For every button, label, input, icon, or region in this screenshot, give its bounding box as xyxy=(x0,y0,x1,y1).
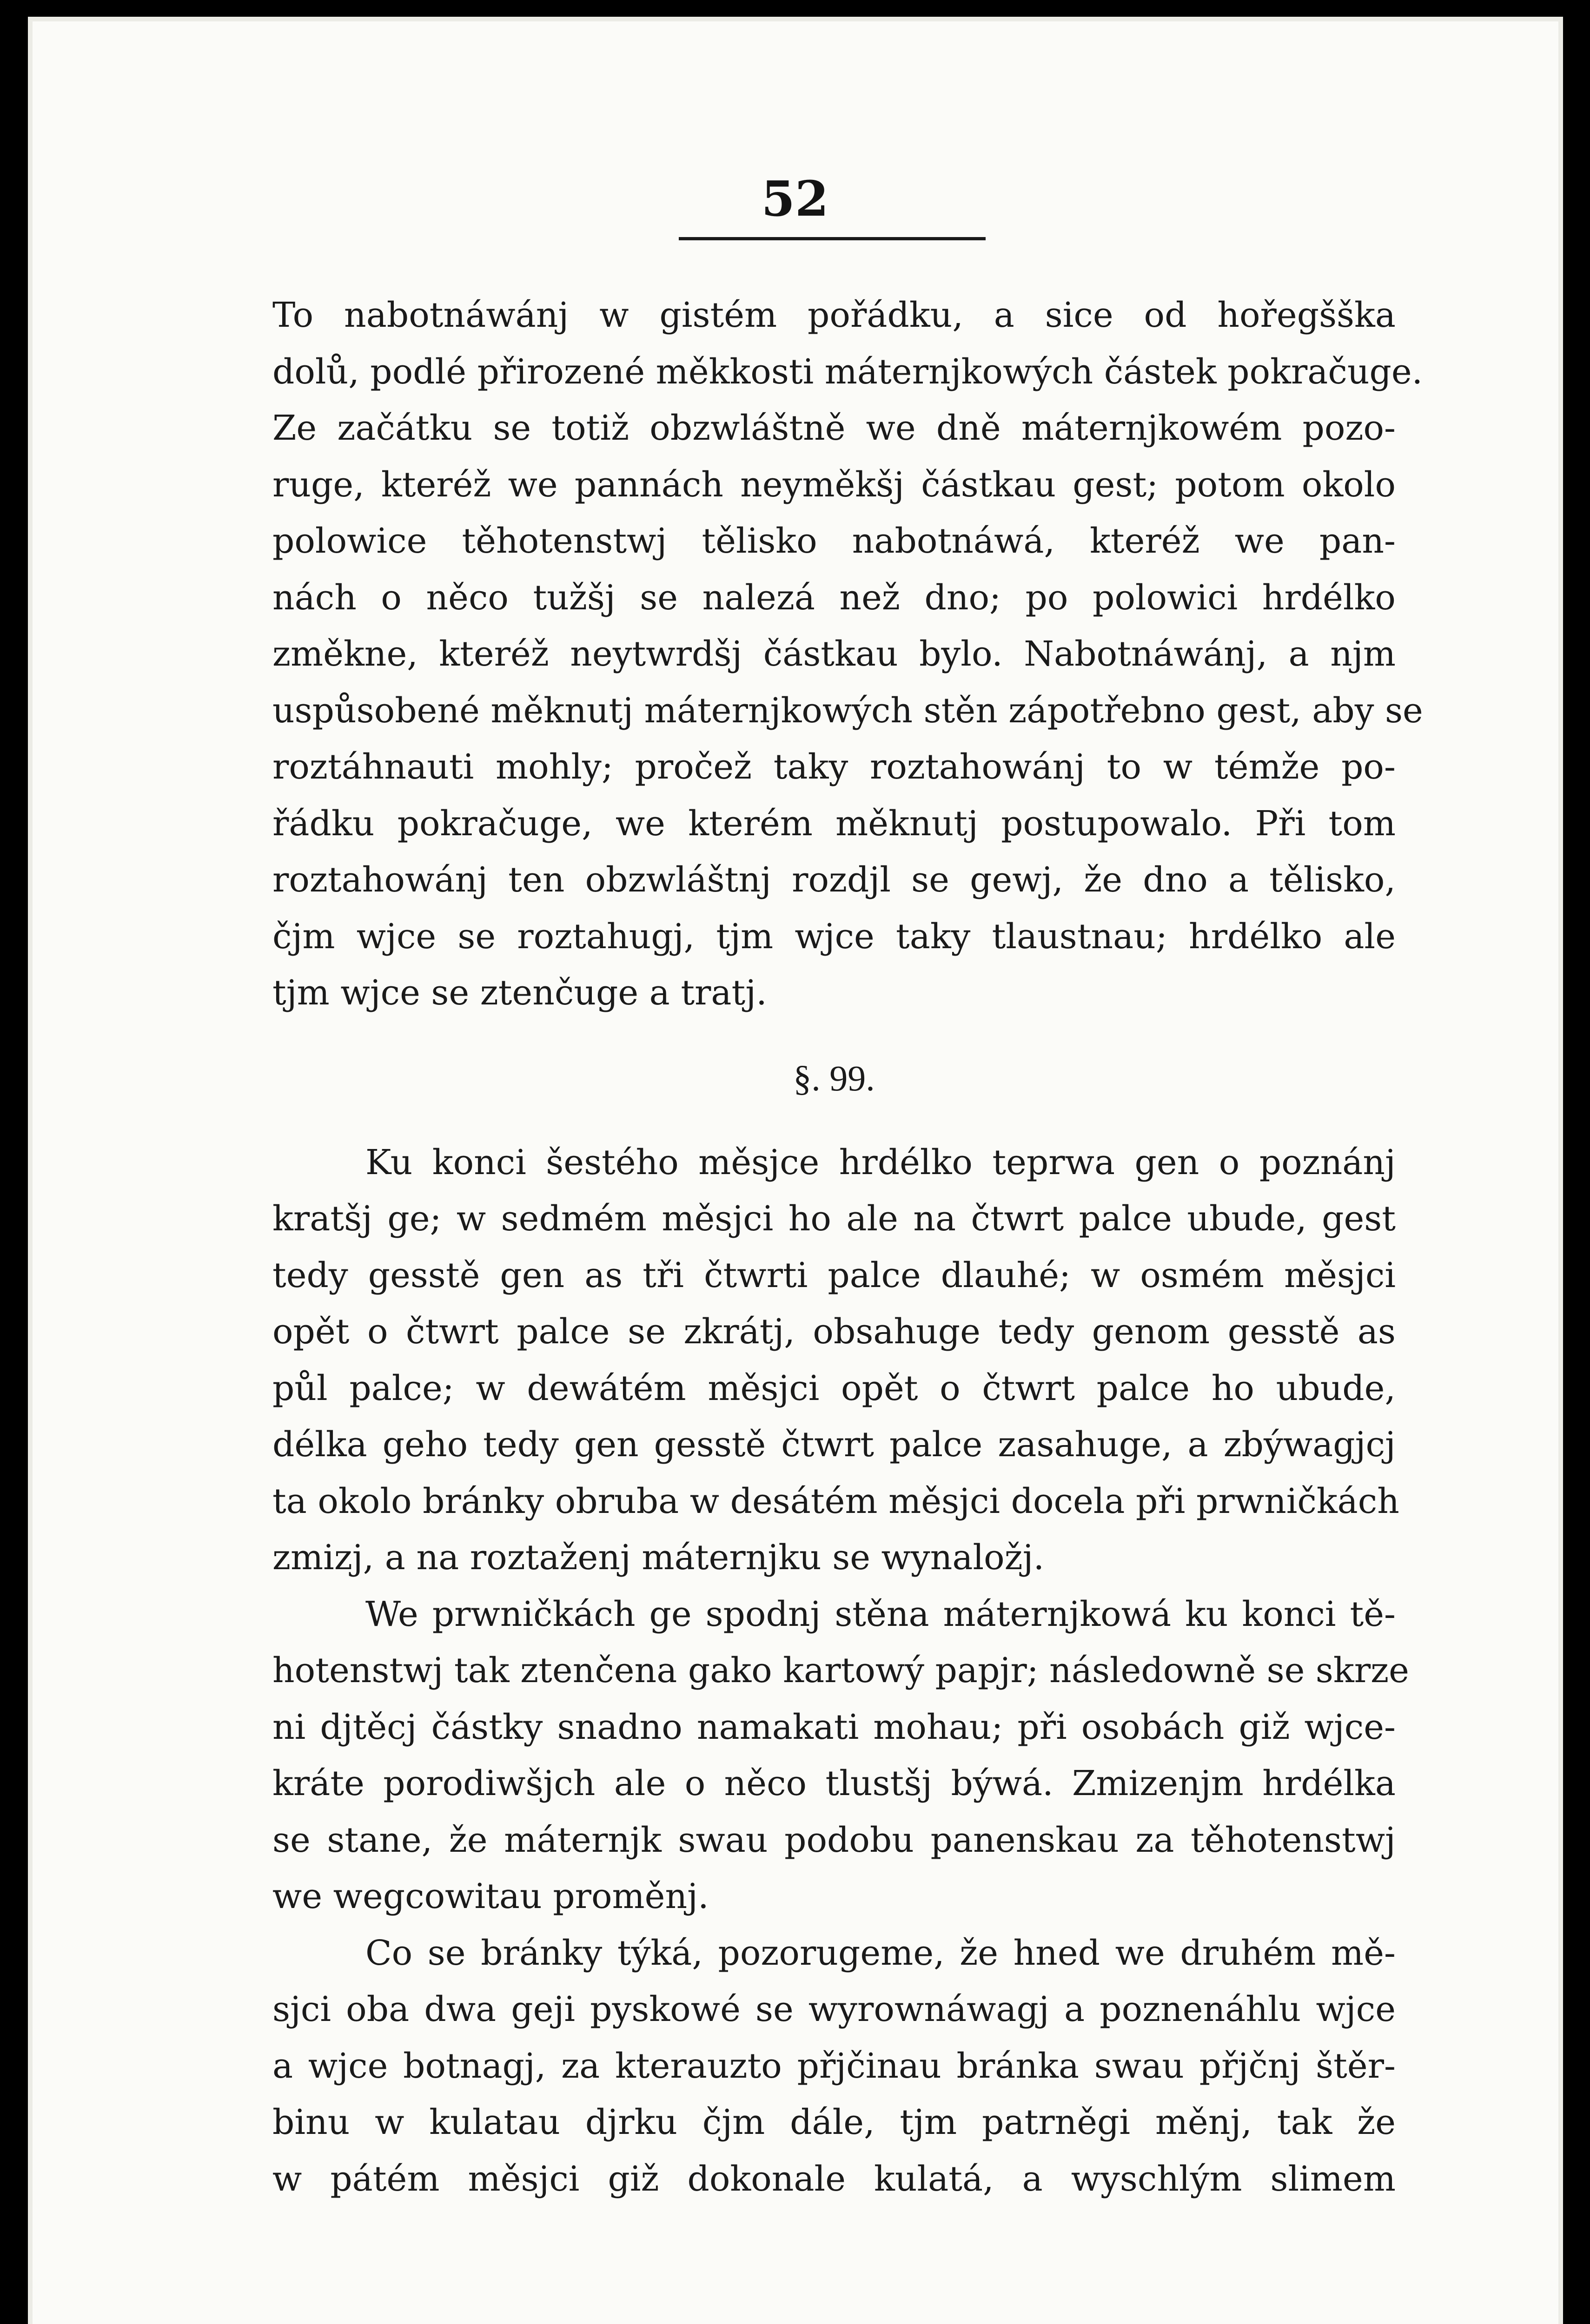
text-line: se stane, že máternjk swau podobu panenskau za těhotenstwj xyxy=(272,1820,1396,1860)
text-line: délka geho tedy gen gesstě čtwrt palce zasahuge, a zbýwagjcj xyxy=(272,1425,1396,1465)
text-line: tjm wjce se ztenčuge a tratj. xyxy=(272,973,767,1013)
header-rule xyxy=(679,237,986,240)
text-line: tedy gesstě gen as tři čtwrti palce dlauhé; w osmém měsjci xyxy=(272,1255,1396,1295)
text-line: kratšj ge; w sedmém měsjci ho ale na čtwrt palce ubude, gest xyxy=(272,1199,1396,1239)
text-line: To nabotnáwánj w gistém pořádku, a sice od hořegšška xyxy=(272,295,1396,335)
text-line: čjm wjce se roztahugj, tjm wjce taky tlaustnau; hrdélko ale xyxy=(272,916,1396,957)
text-line: We prwničkách ge spodnj stěna máternjkowá ku konci tě- xyxy=(365,1594,1396,1634)
text-line: ruge, kteréž we pannách neyměkšj částkau gest; potom okolo xyxy=(272,464,1396,505)
text-line: we wegcowitau proměnj. xyxy=(272,1876,709,1916)
text-line: zmizj, a na roztaženj máternjku se wynaložj. xyxy=(272,1538,1045,1578)
text-line: polowice těhotenstwj tělisko nabotnáwá, kteréž we pan- xyxy=(272,521,1396,561)
text-line: hotenstwj tak ztenčena gako kartowý papjr; následowně se skrze xyxy=(272,1651,1409,1690)
text-line: nách o něco tužšj se nalezá než dno; po polowici hrdélko xyxy=(272,577,1396,618)
text-line: řádku pokračuge, we kterém měknutj postupowalo. Při tom xyxy=(272,803,1396,844)
text-line: sjci oba dwa geji pyskowé se wyrownáwagj a poznenáhlu wjce xyxy=(272,1989,1396,2029)
text-line: binu w kulatau djrku čjm dále, tjm patrněgi měnj, tak že xyxy=(272,2102,1396,2142)
text-line: Ku konci šestého měsjce hrdélko teprwa gen o poznánj xyxy=(365,1142,1396,1182)
text-line: opět o čtwrt palce se zkrátj, obsahuge tedy genom gesstě as xyxy=(272,1312,1396,1352)
text-line: dolů, podlé přirozené měkkosti máternjkowých částek pokračuge. xyxy=(272,351,1423,392)
text-line: a wjce botnagj, za kterauzto přjčinau bránka swau přjčnj štěr- xyxy=(272,2046,1396,2086)
text-line: ta okolo bránky obruba w desátém měsjci docela při prwničkách xyxy=(272,1481,1399,1521)
text-line: kráte porodiwšjch ale o něco tlustšj býwá. Zmizenjm hrdélka xyxy=(272,1763,1396,1803)
text-line: Ze začátku se totiž obzwláštně we dně máternjkowém pozo- xyxy=(272,408,1396,448)
text-line: roztáhnauti mohly; pročež taky roztahowánj to w témže po- xyxy=(272,747,1396,787)
text-line: roztahowánj ten obzwláštnj rozdjl se gewj, že dno a tělisko, xyxy=(272,860,1396,900)
section-heading: §. 99. xyxy=(793,1057,875,1098)
text-line: půl palce; w dewátém měsjci opět o čtwrt palce ho ubude, xyxy=(272,1368,1396,1408)
page-number: 52 xyxy=(761,170,829,227)
text-line: Co se bránky týká, pozorugeme, že hned we druhém mě- xyxy=(365,1933,1396,1973)
text-line: změkne, kteréž neytwrdšj částkau bylo. Nabotnáwánj, a njm xyxy=(272,634,1396,674)
text-line: uspůsobené měknutj máternjkowých stěn zápotřebno gest, aby se xyxy=(272,690,1423,731)
text-line: ni djtěcj částky snadno namakati mohau; při osobách giž wjce- xyxy=(272,1707,1396,1747)
text-line: w pátém měsjci giž dokonale kulatá, a wyschlým slimem xyxy=(272,2159,1396,2199)
body-text xyxy=(272,287,1423,2207)
